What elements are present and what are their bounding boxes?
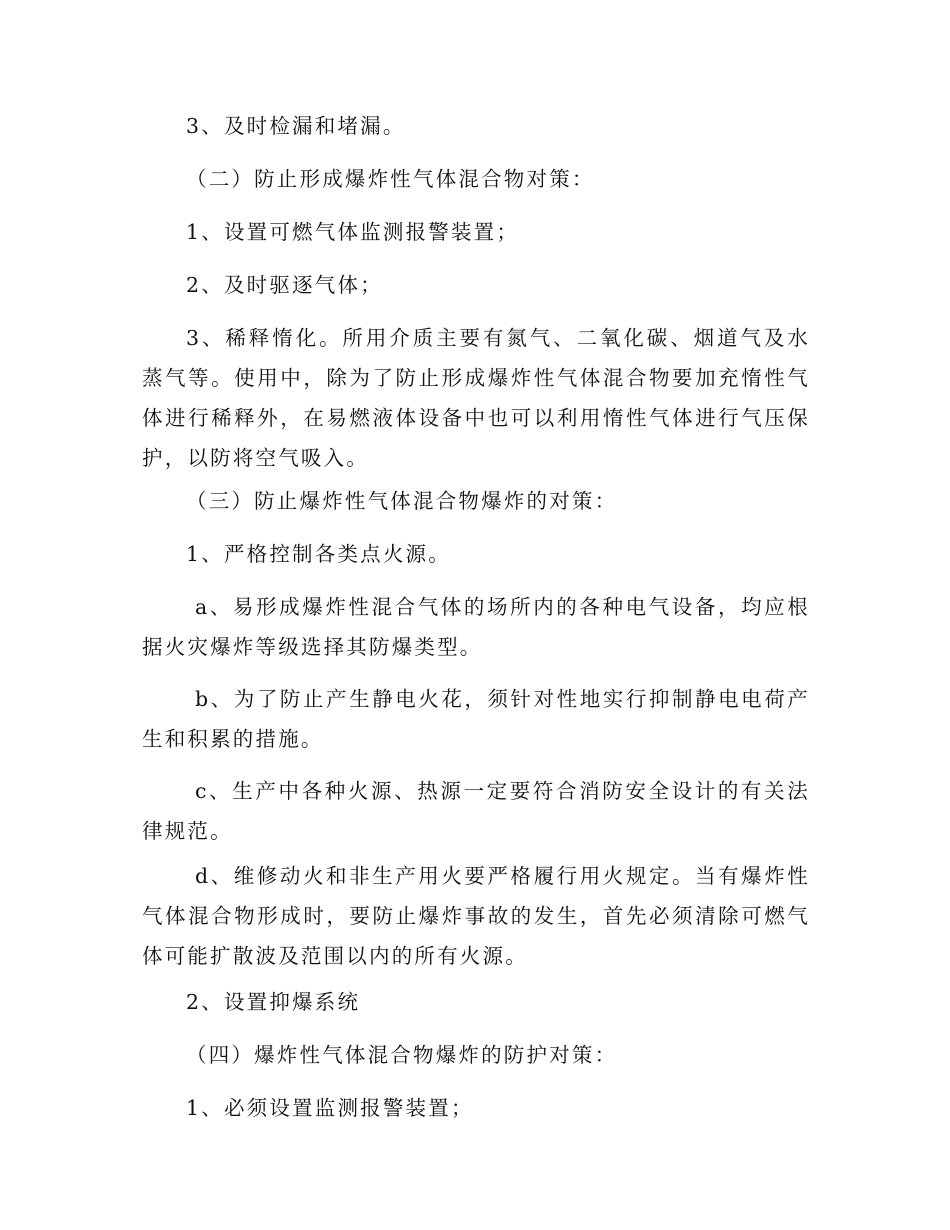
paragraph-item-b: b、为了防止产生静电火花，须针对性地实行抑制静电电荷产生和积累的措施。 [142,687,810,751]
paragraph-12: 2、设置抑爆系统 [186,990,361,1014]
paragraph-7: 1、严格控制各类点火源。 [186,542,451,566]
paragraph-14: 1、必须设置监测报警装置； [186,1096,474,1120]
paragraph-item-c: c、生产中各种火源、热源一定要符合消防安全设计的有关法律规范。 [142,779,810,843]
paragraph-5: 3、稀释惰化。所用介质主要有氮气、二氧化碳、烟道气及水蒸气等。使用中，除为了防止形成爆炸性气体混合物要加充惰性气体进行稀释外，在易燃液体设备中也可以利用惰性气体进行气压保护，以防将空气吸入。 [142,326,810,470]
paragraph-4: 2、及时驱逐气体； [186,273,383,297]
paragraph-item-d: d、维修动火和非生产用火要严格履行用火规定。当有爆炸性气体混合物形成时，要防止爆炸事故的发生，首先必须清除可燃气体可能扩散波及范围以内的所有火源。 [142,864,810,968]
paragraph-item-a: a、易形成爆炸性混合气体的场所内的各种电气设备，均应根据火灾爆炸等级选择其防爆类型。 [142,595,810,659]
section-heading-2: （二）防止形成爆炸性气体混合物对策： [186,167,595,191]
section-heading-4: （四）爆炸性气体混合物爆炸的防护对策： [186,1043,618,1067]
section-heading-3: （三）防止爆炸性气体混合物爆炸的对策： [186,489,618,513]
paragraph-1: 3、及时检漏和堵漏。 [186,114,406,138]
paragraph-3: 1、设置可燃气体监测报警装置； [186,220,520,244]
